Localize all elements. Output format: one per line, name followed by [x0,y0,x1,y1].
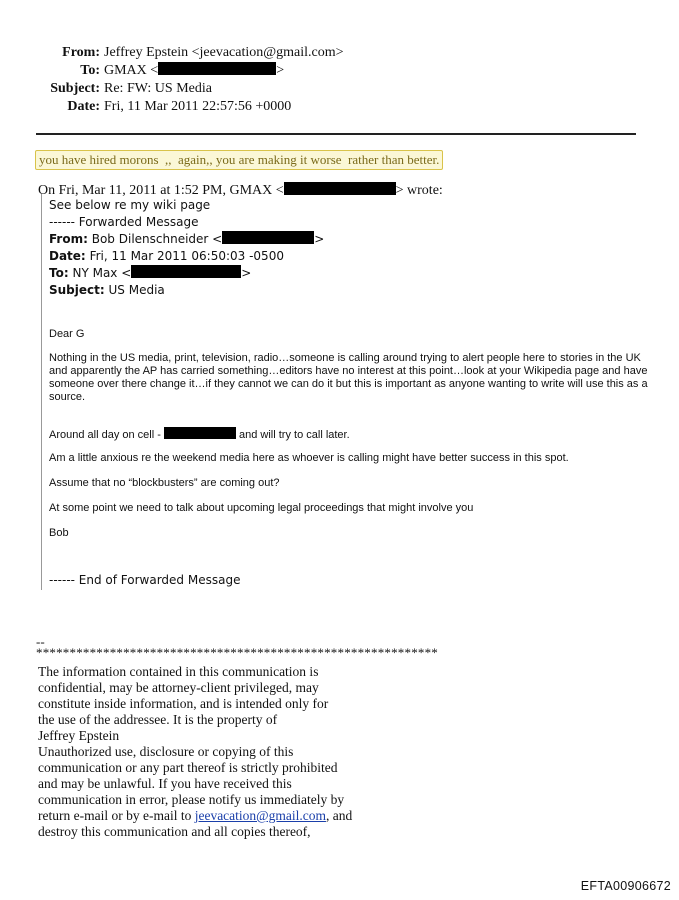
message-paragraph-5: At some point we need to talk about upcoming legal proceedings that might involve you [49,502,474,514]
disclaimer-line: The information contained in this communication is [38,664,319,679]
message-paragraph-3: Am a little anxious re the weekend media here as whoever is calling might have better success in this spot. [49,452,569,464]
date-value: Fri, 11 Mar 2011 22:57:56 +0000 [104,99,292,114]
forward-from-suffix: > [314,232,325,246]
disclaimer-line: and may be unlawful. If you have received this [38,776,292,791]
date-label: Date: [67,99,100,114]
message-paragraph-1: Nothing in the US media, print, television, radio…someone is calling around trying to alert people here to stories in the UK and apparently the AP has carried something…editors have no interest at this point…look at your Wikipedia page and have someone over there change it…if they cannot we can do it but this is important as anyone wanting to write will use this as a source. [49,352,648,403]
end-forward-marker: ------ End of Forwarded Message [49,573,241,587]
forward-to-row [49,265,324,282]
disclaimer-line [38,808,368,824]
email-header [0,44,344,116]
disclaimer-line: Unauthorized use, disclosure or copying of this [38,744,294,759]
email-link[interactable]: jeevacation@gmail.com [194,808,326,823]
disclaimer-line: constitute inside information, and is intended only for [38,696,329,711]
signature-dash: -- [36,634,45,649]
to-suffix: > [276,63,285,78]
forward-from-row [49,231,324,248]
forward-date-label: Date: [49,249,86,263]
greeting: Dear G [49,328,85,340]
forward-subject-label: Subject: [49,283,105,297]
message-paragraph-4: Assume that no “blockbusters” are coming out? [49,477,280,489]
forward-to-value: NY Max < [72,266,132,280]
redaction-box [131,265,241,278]
forward-date-value: Fri, 11 Mar 2011 06:50:03 -0500 [89,249,284,263]
quote-intro-suffix: > wrote: [395,183,443,198]
to-prefix: GMAX < [104,63,159,78]
quote-bar [41,194,42,590]
p2-suffix: and will try to call later. [235,429,350,441]
header-from-row [0,44,344,62]
document-id: EFTA00906672 [580,879,671,893]
disclaimer-line: Jeffrey Epstein [38,728,120,743]
disclaimer-line: communication or any part thereof is strictly prohibited [38,760,338,775]
subject-label: Subject: [50,81,100,96]
redaction-box [284,182,396,195]
redaction-box [222,231,314,244]
from-value: Jeffrey Epstein <jeevacation@gmail.com> [104,45,344,60]
header-date-row [0,98,344,116]
disclaimer-line: confidential, may be attorney-client privileged, may [38,680,319,695]
disclaimer-line: communication in error, please notify us immediately by [38,792,345,807]
forward-from-label: From: [49,232,88,246]
signature-stars: ************************************************************ [36,645,438,660]
forward-subject-row [49,282,324,299]
forward-to-suffix: > [241,266,252,280]
forwarded-header [49,197,324,299]
disclaimer-text: , and [325,808,353,823]
forward-to-label: To: [49,266,69,280]
header-to-row [0,62,344,80]
from-label: From: [62,45,100,60]
header-subject-row [0,80,344,98]
to-label: To: [80,63,100,78]
forward-marker: ------ Forwarded Message [49,215,199,229]
subject-value: Re: FW: US Media [104,81,212,96]
forward-date-row [49,248,324,265]
forward-from-value: Bob Dilenschneider < [91,232,223,246]
disclaimer-line: the use of the addressee. It is the property of [38,712,278,727]
disclaimer-line: destroy this communication and all copies thereof, [38,824,311,839]
quote-intro-prefix: On Fri, Mar 11, 2011 at 1:52 PM, GMAX < [38,183,284,198]
highlighted-reply: you have hired morons ,, again,, you are making it worse rather than better. [35,150,443,170]
redaction-box [164,427,236,439]
disclaimer [38,664,368,840]
disclaimer-text: return e-mail or by e-mail to [38,808,195,823]
header-divider [36,133,636,135]
p2-prefix: Around all day on cell - [49,429,164,441]
forward-subject-value: US Media [108,283,165,297]
forward-note: See below re my wiki page [49,198,211,212]
redaction-box [158,62,276,75]
message-paragraph-2 [49,427,350,442]
signoff: Bob [49,527,69,539]
